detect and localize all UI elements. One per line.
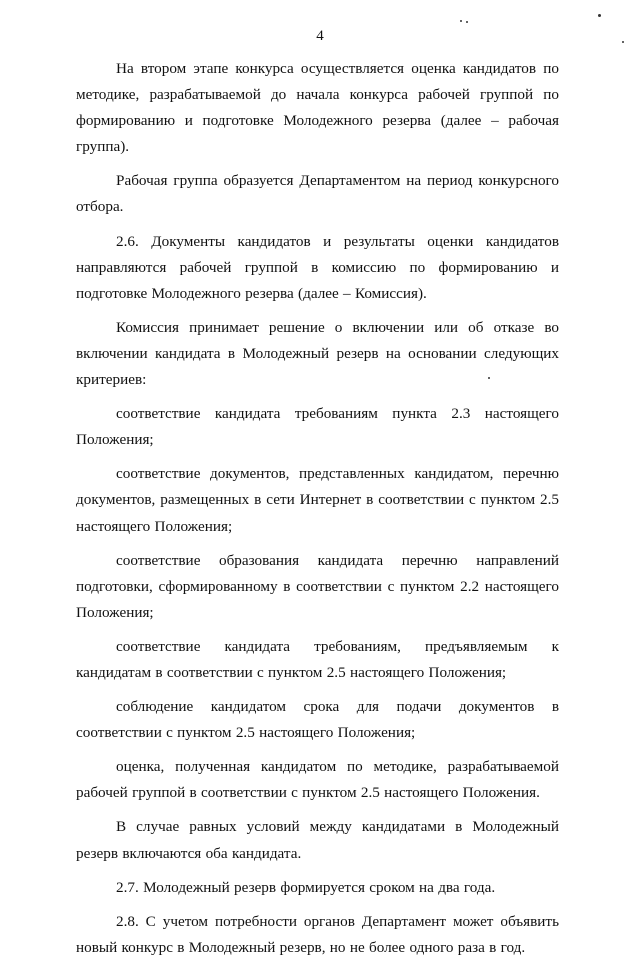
criteria-item: соответствие документов, представленных кандидатом, перечню документов, размещенных в сети Интернет в соответствии с пунктом 2.5 настоящего Положения;	[76, 465, 559, 535]
criteria-item: соответствие кандидата требованиям пункта 2.3 настоящего Положения;	[76, 405, 559, 449]
criteria-item: соответствие образования кандидата перечню направлений подготовки, сформированному в соответствии с пунктом 2.2 настоящего Положения;	[76, 551, 559, 621]
scan-speck	[466, 21, 468, 23]
paragraph: Рабочая группа образуется Департаментом на период конкурсного отбора.	[76, 172, 559, 216]
scan-speck	[598, 14, 601, 17]
scan-speck	[460, 20, 462, 22]
page-number: 4	[316, 28, 324, 44]
scan-speck	[622, 41, 624, 43]
paragraph: 2.6. Документы кандидатов и результаты оценки кандидатов направляются рабочей группой в комиссию по формированию и подготовке Молодежного резерва (далее – Комиссия).	[76, 232, 559, 302]
paragraph: На втором этапе конкурса осуществляется оценка кандидатов по методике, разрабатываемой до начала конкурса рабочей группой по формированию и подготовке Молодежного резерва (далее – рабочая группа).	[76, 60, 559, 156]
paragraph: 2.7. Молодежный резерв формируется сроком на два года.	[116, 878, 496, 896]
criteria-item: соответствие кандидата требованиям, предъявляемым к кандидатам в соответствии с пунктом 2.5 настоящего Положения;	[76, 637, 559, 681]
paragraph: В случае равных условий между кандидатами в Молодежный резерв включаются оба кандидата.	[76, 818, 559, 862]
criteria-item: оценка, полученная кандидатом по методике, разрабатываемой рабочей группой в соответствии с пунктом 2.5 настоящего Положения.	[76, 758, 559, 802]
document-body	[76, 56, 559, 969]
paragraph: Комиссия принимает решение о включении или об отказе во включении кандидата в Молодежный резерв на основании следующих критериев:	[76, 318, 559, 389]
paragraph: 2.8. С учетом потребности органов Департамент может объявить новый конкурс в Молодежный резерв, но не более одного раза в год.	[76, 912, 559, 956]
criteria-item: соблюдение кандидатом срока для подачи документов в соответствии с пунктом 2.5 настоящего Положения;	[76, 698, 559, 742]
